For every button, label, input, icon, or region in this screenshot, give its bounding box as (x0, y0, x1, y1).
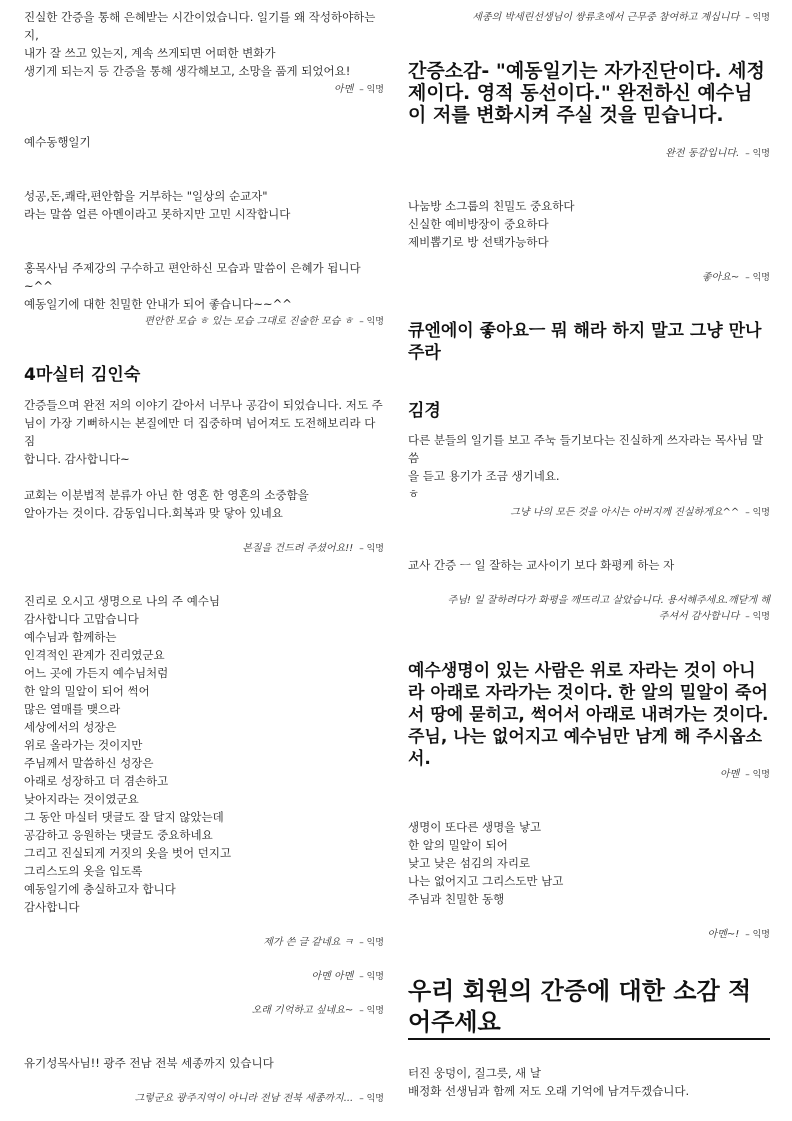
anonymous-label: – 익명 (745, 612, 770, 622)
comment-text: 성공,돈,쾌락,편안함을 거부하는 "일상의 순교자" 라는 말씀 얼른 아멘이라고 못하지만 고민 시작합니다 (24, 189, 291, 221)
anonymous-label: – 익명 (745, 273, 770, 283)
reply-text: 본질을 건드려 주셨어요!! (242, 543, 354, 554)
anonymous-label: – 익명 (359, 972, 384, 982)
comment-text: 유기성목사님!! 광주 전남 전북 세종까지 있습니다 (24, 1056, 274, 1070)
comment-text: 예수동행일기 (24, 135, 91, 149)
anonymous-label: – 익명 (359, 317, 384, 327)
comment-heading: 간증소감- "예동일기는 자가진단이다. 세정제이다. 영적 동선이다." 완전하신 예수님이 저를 변화시켜 주실 것을 믿습니다. (408, 60, 765, 126)
anonymous-label: – 익명 (359, 544, 384, 554)
anonymous-label: – 익명 (745, 930, 770, 940)
reply (408, 146, 770, 162)
anonymous-label: – 익명 (745, 770, 770, 780)
reply-text: 그렇군요 광주지역이 아니라 전남 전북 세종까지... (134, 1093, 354, 1104)
reply (24, 82, 384, 98)
reply-text: 제가 쓴 글 같네요 ㅋ (263, 937, 354, 948)
comment-text: 교사 간증 ㅡ 일 잘하는 교사이기 보다 화평케 하는 자 (408, 558, 675, 572)
reply (408, 505, 770, 521)
reply (408, 270, 770, 286)
anonymous-label: – 익명 (359, 1006, 384, 1016)
comment-heading: 4마실터 김인숙 (24, 365, 141, 385)
comment-heading: 김경 (408, 401, 441, 421)
comment-heading: 예수생명이 있는 사람은 위로 자라는 것이 아니라 아래로 자라가는 것이다. 한 알의 밀알이 죽어서 땅에 묻히고, 썩어서 아래로 내려가는 것이다. 주님, 나는 없어지고 예수님만 남게 해 주시옵소서. (408, 661, 769, 769)
reply (24, 935, 384, 951)
comment-text: 진실한 간증을 통해 은혜받는 시간이었습니다. 일기를 왜 작성하야하는지, 내가 잘 쓰고 있는지, 계속 쓰게되면 어떠한 변화가 생기게 되는지 등 간증을 통해 생각해보고, 소망을 품게 되었어요! (24, 10, 376, 78)
reply-text: 주셔서 감사합니다 (658, 611, 740, 622)
comment-text: 다른 분들의 일기를 보고 주눅 들기보다는 진실하게 쓰자라는 목사님 말씀 을 듣고 용기가 조금 생기네요. ㅎ (408, 433, 764, 501)
reply-text: 주님! 일 잘하려다가 화평을 깨뜨리고 살았습니다. 용서해주세요.깨닫게 해 (447, 595, 770, 606)
anonymous-label: – 익명 (745, 508, 770, 518)
reply (408, 10, 770, 26)
comment-text: 생명이 또다른 생명을 낳고 한 알의 밀알이 되어 낮고 낮은 섬김의 자리로 나는 없어지고 그리스도만 남고 주님과 친밀한 동행 (408, 820, 564, 906)
reply-text: 아멘 (333, 84, 354, 95)
comment-text: 간증들으며 완전 저의 이야기 같아서 너무나 공감이 되었습니다. 저도 주 님이 가장 기뻐하시는 본질에만 더 집중하며 넘어져도 도전해보리라 다짐 합니다. 감사합니다~ (24, 398, 383, 466)
anonymous-label: – 익명 (745, 13, 770, 23)
anonymous-label: – 익명 (359, 1094, 384, 1104)
reply-text: 완전 동감입니다. (665, 148, 740, 159)
comment-text: 교회는 이분법적 분류가 아닌 한 영혼 한 영혼의 소중함을 알아가는 것이다. 감동입니다.회복과 맞 닿아 있네요 (24, 488, 309, 520)
comment-text: 터진 웅덩이, 질그릇, 새 날 배정화 선생님과 함께 저도 오래 기억에 남겨두겠습니다. (408, 1066, 690, 1098)
reply (24, 1003, 384, 1019)
comment-heading: 큐엔에이 좋아요ㅡ 뭐 해라 하지 말고 그냥 만나주라 (408, 321, 762, 363)
reply-text: 편안한 모습 ㅎ 있는 모습 그대로 진술한 모습 ㅎ (144, 316, 354, 327)
reply-text: 아멘 아멘 (311, 971, 354, 982)
anonymous-label: – 익명 (359, 938, 384, 948)
reply-line (408, 593, 770, 609)
reply (24, 314, 384, 330)
reply-text: 세종의 박세린선생님이 쌍류초에서 근무중 참여하고 계십니다 (472, 12, 740, 23)
reply (408, 767, 770, 783)
reply-text: 그냥 나의 모든 것을 아시는 아버지께 진실하게요^^ (510, 507, 740, 518)
comment-text: 진리로 오시고 생명으로 나의 주 예수님 감사합니다 고맙습니다 예수님과 함께하는 인격적인 관계가 진리였군요 어느 곳에 가든지 예수님처럼 한 알의 밀알이 되어 썩어 많은 열매를 맺으라 세상에서의 성장은 위로 올라가는 것이지만 주님께서 말씀하신 성장은 아래로 성장하고 더 겸손하고 낮아지라는 것이였군요 그 동안 마실터 댓글도 잘 달지 않았는데 공감하고 응원하는 댓글도 중요하네요 그리고 진실되게 거짓의 옷을 벗어 던지고 그리스도의 옷을 입도록 예동일기에 충실하고자 합니다 감사합니다 (24, 594, 232, 914)
reply (24, 1091, 384, 1107)
reply (408, 609, 770, 625)
reply-text: 오래 기억하고 싶네요~ (251, 1005, 354, 1016)
reply-text: 아멘 (719, 769, 740, 780)
anonymous-label: – 익명 (359, 85, 384, 95)
comment-text: 나눔방 소그룹의 친밀도 중요하다 신실한 예비방장이 중요하다 제비뽑기로 방 선택가능하다 (408, 199, 575, 249)
reply-text: 좋아요~ (701, 272, 740, 283)
comment-text: 홍목사님 주제강의 구수하고 편안하신 모습과 말씀이 은혜가 됩니다~^^ 예동일기에 대한 친밀한 안내가 되어 좋습니다~~^^ (24, 261, 361, 311)
section-divider (408, 1038, 770, 1040)
reply-text: 아멘~! (707, 929, 740, 940)
reply (24, 541, 384, 557)
reply (408, 927, 770, 943)
section-title: 우리 회원의 간증에 대한 소감 적어주세요 (408, 977, 752, 1036)
reply (24, 969, 384, 985)
anonymous-label: – 익명 (745, 149, 770, 159)
